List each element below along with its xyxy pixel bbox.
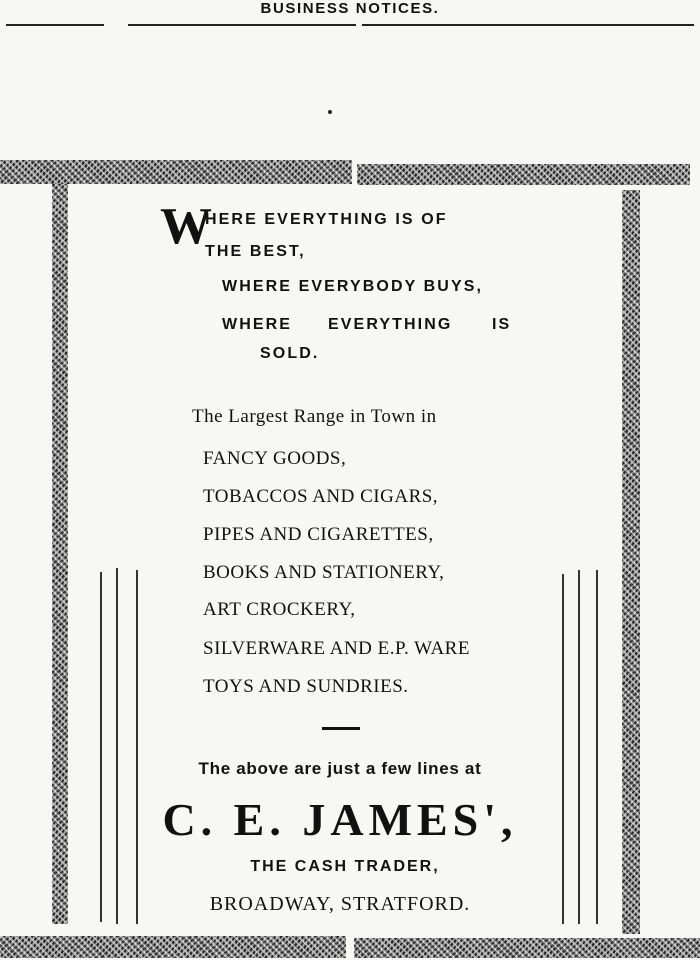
section-title: BUSINESS NOTICES.: [260, 0, 440, 17]
headline-line: SOLD.: [260, 345, 320, 362]
list-item: BOOKS AND STATIONERY,: [203, 562, 445, 583]
headline-line: WHERE EVERYBODY BUYS,: [222, 278, 484, 295]
intro-text: The Largest Range in Town in: [192, 406, 437, 427]
header-rule: [362, 24, 694, 26]
headline-line: HERE EVERYTHING IS OF: [205, 211, 448, 228]
ornamental-border-top: [0, 160, 352, 184]
list-item: FANCY GOODS,: [203, 448, 347, 469]
headline-line: IS: [492, 316, 512, 333]
page-header: [0, 0, 700, 34]
header-rule: [128, 24, 356, 26]
drop-cap: W: [160, 198, 212, 255]
headline-line: THE BEST,: [205, 243, 306, 260]
list-item: PIPES AND CIGARETTES,: [203, 524, 434, 545]
merchant-name: C. E. JAMES',: [162, 794, 518, 845]
headline-line: EVERYTHING: [328, 316, 453, 333]
divider: [322, 727, 360, 730]
header-rule: [6, 24, 104, 26]
list-item: TOYS AND SUNDRIES.: [203, 676, 409, 697]
merchant-address: BROADWAY, STRATFORD.: [209, 893, 471, 915]
tagline: The above are just a few lines at: [198, 759, 482, 778]
ink-speck: [328, 110, 332, 114]
merchant-title: THE CASH TRADER,: [250, 858, 440, 875]
list-item: ART CROCKERY,: [203, 599, 356, 620]
ornamental-border-bottom: [354, 938, 700, 958]
list-item: TOBACCOS AND CIGARS,: [203, 486, 439, 507]
list-item: SILVERWARE AND E.P. WARE: [203, 638, 470, 659]
ornamental-border-top: [357, 164, 690, 185]
ornamental-border-bottom: [0, 936, 346, 958]
headline-line: WHERE: [222, 316, 293, 333]
